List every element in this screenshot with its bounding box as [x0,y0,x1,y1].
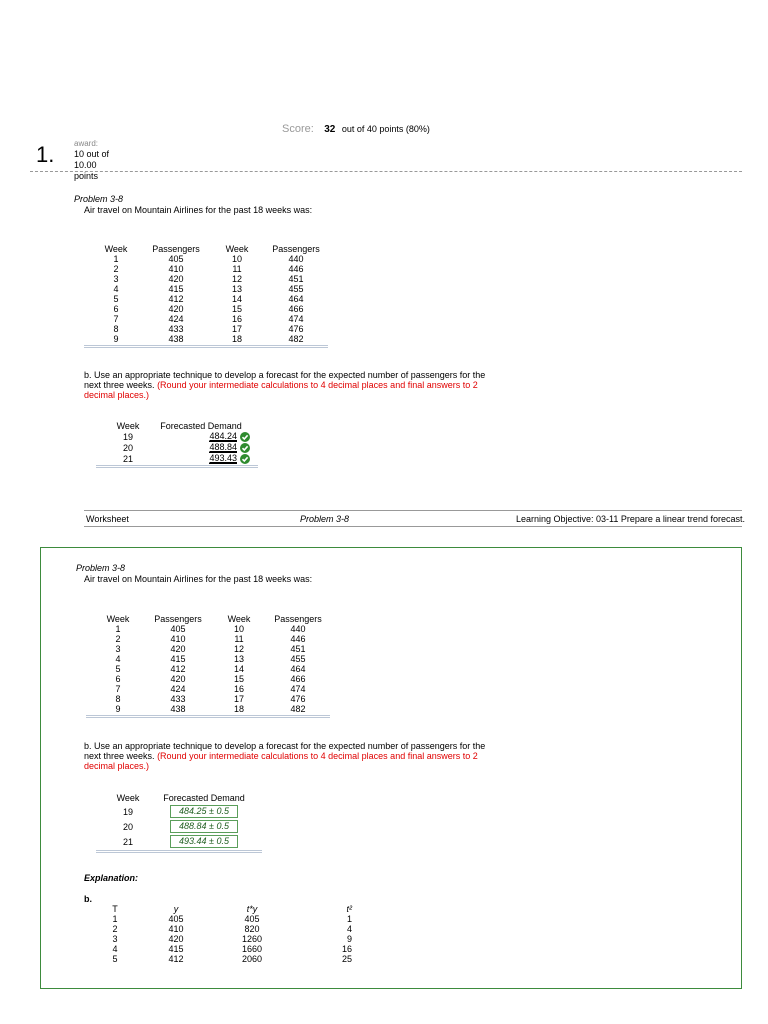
part-b-text: Use an appropriate technique to develop a forecast for the expected number of passengers for the next three weeks. [84,741,486,761]
passengers-cell: 482 [288,334,304,344]
table-row [102,694,340,704]
part-b-note: (Round your intermediate calculations to 4 decimal places and final answers to 2 decimal places.) [84,751,478,771]
explanation-row [100,934,352,944]
footer-problem-ref: Problem 3-8 [300,514,350,524]
col-week-2: Week [225,244,249,254]
passengers-cell: 455 [288,284,304,294]
week-cell: 8 [115,694,121,704]
table-row [102,664,340,674]
t2-cell: 4 [346,924,352,934]
week-cell: 16 [231,314,242,324]
forecast-week: 19 [122,806,133,817]
week-cell: 11 [232,264,242,274]
week-cell: 4 [115,654,121,664]
question-divider [30,171,742,172]
explanation-part: b. [84,894,92,904]
passengers-cell: 410 [168,264,184,274]
passengers-cell: 451 [290,644,306,654]
part-b-text: Use an appropriate technique to develop a forecast for the expected number of passengers for the next three weeks. [84,370,486,390]
week-cell: 5 [115,664,121,674]
week-cell: 9 [115,704,121,714]
passengers-cell: 420 [168,304,184,314]
forecast-week: 19 [122,431,133,442]
part-b-note: (Round your intermediate calculations to 4 decimal places and final answers to 2 decimal places.) [84,380,478,400]
table-row [100,334,338,344]
exp-col-y: y [173,904,179,914]
score-detail: out of 40 points (80%) [341,124,430,134]
passengers-cell: 412 [168,294,184,304]
passengers-cell: 446 [288,264,304,274]
passengers-cell: 474 [288,314,304,324]
solution-problem-intro: Air travel on Mountain Airlines for the past 18 weeks was: [84,574,313,584]
worksheet-link[interactable]: Worksheet [86,514,129,524]
explanation-data-table [100,904,352,964]
week-cell: 6 [115,674,121,684]
forecast-correct-row [110,834,262,849]
week-cell: 8 [113,324,119,334]
score-label: Score: [282,123,314,135]
forecast-table-answered [110,421,258,468]
check-icon [240,454,250,464]
correct-answer-box: 484.25 ± 0.5 [170,805,238,818]
week-cell: 18 [233,704,244,714]
award-block [74,138,109,182]
week-cell: 17 [231,324,242,334]
passengers-cell: 410 [170,634,186,644]
explanation-row [100,954,352,964]
table-row [102,644,340,654]
forecast-table-correct [110,792,262,853]
explanation-table [100,904,352,964]
forecast-col-week: Week [116,793,140,803]
solution-part-b-question [84,741,504,771]
passengers-cell: 455 [290,654,306,664]
t2-cell: 25 [341,954,352,964]
week-cell: 14 [231,294,242,304]
answer-input[interactable]: 484.24 [209,431,237,441]
t2-cell: 16 [341,944,352,954]
correct-answer-box: 488.84 ± 0.5 [170,820,238,833]
table-row [102,634,340,644]
forecast-row [110,431,256,442]
week-cell: 1 [115,624,121,634]
week-cell: 2 [115,634,121,644]
table-row [102,624,340,634]
footer-divider-bottom [84,526,742,527]
award-label: award: [74,139,99,148]
table-row [100,264,338,274]
forecast-col-week: Week [116,421,140,431]
week-cell: 18 [231,334,242,344]
y-cell: 420 [168,934,184,944]
passengers-cell: 474 [290,684,306,694]
col-passengers-1: Passengers [152,244,200,254]
week-cell: 12 [233,644,244,654]
week-cell: 9 [113,334,119,344]
passengers-cell: 424 [170,684,186,694]
week-cell: 17 [233,694,244,704]
week-cell: 10 [233,624,244,634]
t2-cell: 1 [346,914,352,924]
week-cell: 13 [233,654,244,664]
award-line-3: points [74,171,99,181]
passengers-cell: 415 [170,654,186,664]
score-bar [282,119,430,137]
passengers-cell: 438 [168,334,184,344]
passengers-cell: 440 [290,624,306,634]
col-passengers-1: Passengers [154,614,202,624]
learning-objective: Learning Objective: 03-11 Prepare a linear trend forecast. [516,514,745,524]
table-row [100,314,338,324]
passengers-cell: 476 [288,324,304,334]
ty-cell: 1260 [241,934,263,944]
passengers-cell: 433 [168,324,184,334]
week-cell: 12 [231,274,242,284]
passenger-data-table [100,244,338,344]
passengers-cell: 424 [168,314,184,324]
passengers-cell: 438 [170,704,186,714]
table-row [102,654,340,664]
passengers-cell: 405 [168,254,184,264]
check-icon [240,432,250,442]
answer-input[interactable]: 488.84 [209,442,237,452]
explanation-row [100,914,352,924]
score-value: 32 [324,124,336,135]
table-rule [84,345,328,348]
passengers-cell: 420 [168,274,184,284]
y-cell: 410 [168,924,184,934]
t-cell: 3 [112,934,118,944]
correct-answer-box: 493.44 ± 0.5 [170,835,238,848]
exp-col-ty: t*y [246,904,258,914]
passengers-cell: 464 [288,294,304,304]
solution-passenger-data-table [102,614,340,714]
week-cell: 7 [113,314,119,324]
passengers-cell: 433 [170,694,186,704]
week-cell: 16 [233,684,244,694]
check-icon [240,443,250,453]
table-row [100,294,338,304]
week-cell: 2 [113,264,119,274]
week-cell: 5 [113,294,119,304]
ty-cell: 2060 [241,954,263,964]
t-cell: 4 [112,944,118,954]
passengers-cell: 420 [170,644,186,654]
exp-col-t2: t² [346,904,352,914]
passengers-cell: 466 [288,304,304,314]
week-cell: 10 [231,254,242,264]
table-row [100,274,338,284]
question-number: 1. [36,142,55,167]
y-cell: 415 [168,944,184,954]
explanation-label: Explanation: [84,873,139,883]
forecast-col-demand: Forecasted Demand [163,793,245,803]
passengers-cell: 464 [290,664,306,674]
passengers-cell: 466 [290,674,306,684]
table-row [100,324,338,334]
forecast-row [110,453,256,464]
week-cell: 13 [231,284,242,294]
forecast-rule [96,465,258,468]
solution-passenger-table [102,614,340,718]
exp-col-t: T [112,904,118,914]
week-cell: 15 [233,674,244,684]
passengers-cell: 415 [168,284,184,294]
table-row [102,704,340,714]
forecast-week: 21 [122,453,133,464]
solution-table-rule [86,715,330,718]
passengers-cell: 476 [290,694,306,704]
problem-title: Problem 3-8 [74,194,124,204]
col-passengers-2: Passengers [274,614,322,624]
award-line-2: 10.00 [74,160,97,170]
forecast-correct-row [110,804,262,819]
problem-intro: Air travel on Mountain Airlines for the past 18 weeks was: [84,205,313,215]
week-cell: 3 [113,274,119,284]
passengers-cell: 440 [288,254,304,264]
week-cell: 4 [113,284,119,294]
y-cell: 405 [168,914,184,924]
award-line-1: 10 out of [74,149,110,159]
week-cell: 11 [234,634,244,644]
solution-problem-title: Problem 3-8 [76,563,126,573]
ty-cell: 1660 [241,944,263,954]
forecast-correct-rule [96,850,262,853]
forecast-correct-table [110,792,262,849]
week-cell: 14 [233,664,244,674]
footer-divider [84,510,742,511]
forecast-correct-row [110,819,262,834]
t-cell: 2 [112,924,118,934]
forecast-col-demand: Forecasted Demand [160,421,242,431]
y-cell: 412 [168,954,184,964]
table-row [102,674,340,684]
forecast-week: 20 [122,442,133,453]
week-cell: 15 [231,304,242,314]
forecast-answer-table [110,421,256,464]
table-row [100,304,338,314]
table-row [100,284,338,294]
ty-cell: 405 [244,914,260,924]
col-passengers-2: Passengers [272,244,320,254]
forecast-row [110,442,256,453]
t-cell: 1 [112,914,118,924]
passenger-table [100,244,338,348]
t-cell: 5 [112,954,118,964]
passengers-cell: 412 [170,664,186,674]
ty-cell: 820 [244,924,260,934]
answer-input[interactable]: 493.43 [209,453,237,463]
passengers-cell: 420 [170,674,186,684]
week-cell: 6 [113,304,119,314]
part-b-label: b. [84,741,92,751]
passengers-cell: 451 [288,274,304,284]
passengers-cell: 405 [170,624,186,634]
col-week-2: Week [227,614,251,624]
t2-cell: 9 [346,934,352,944]
passengers-cell: 446 [290,634,306,644]
part-b-label: b. [84,370,92,380]
part-b-question [84,370,504,400]
col-week-1: Week [106,614,130,624]
forecast-week: 20 [122,821,133,832]
week-cell: 1 [113,254,119,264]
table-row [100,254,338,264]
passengers-cell: 482 [290,704,306,714]
explanation-row [100,924,352,934]
week-cell: 3 [115,644,121,654]
forecast-week: 21 [122,836,133,847]
explanation-row [100,944,352,954]
col-week-1: Week [104,244,128,254]
week-cell: 7 [115,684,121,694]
table-row [102,684,340,694]
